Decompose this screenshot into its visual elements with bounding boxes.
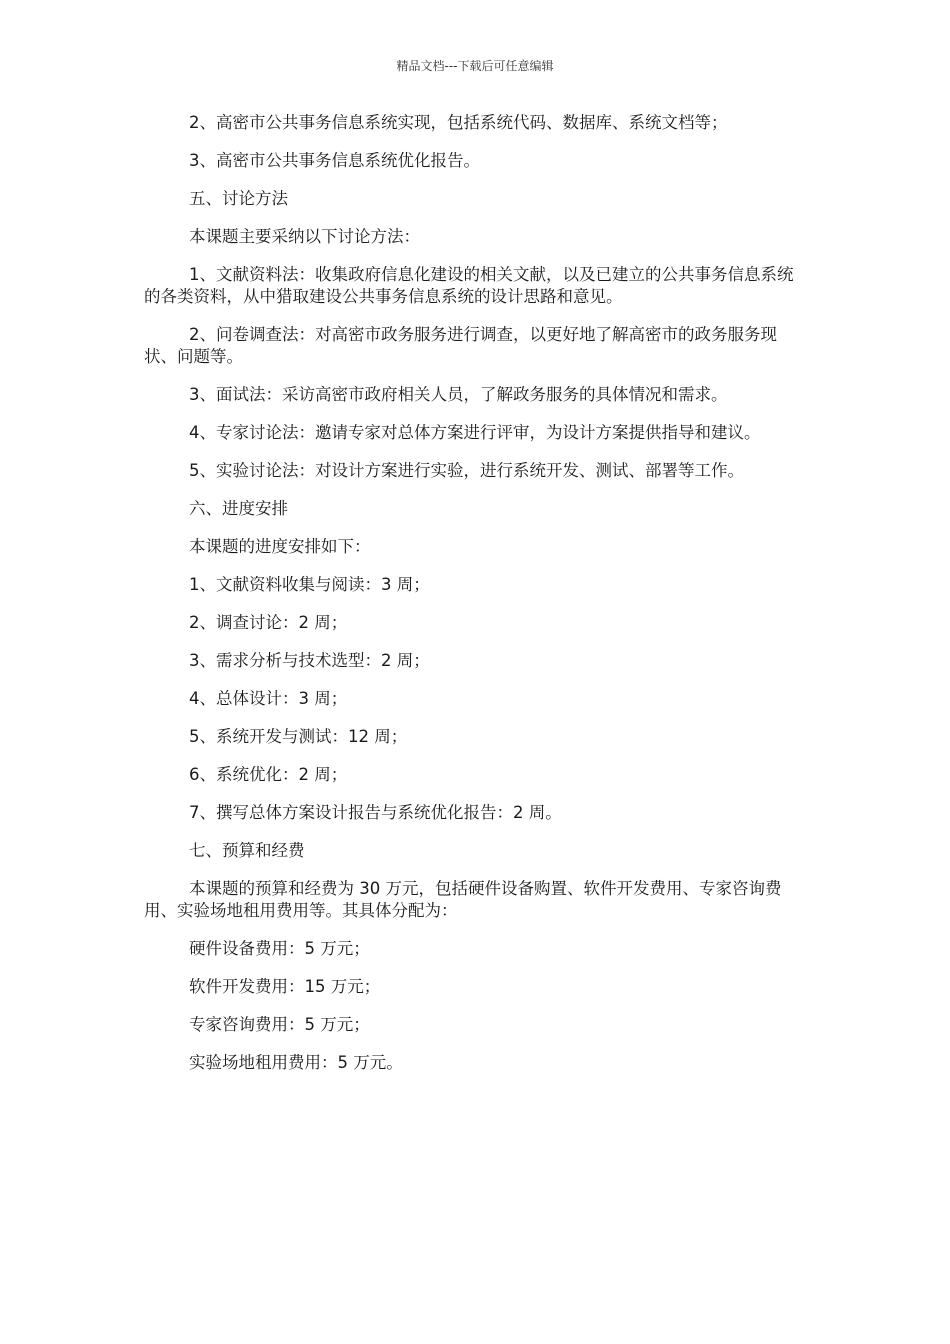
section-heading-schedule: 六、进度安排 bbox=[189, 499, 288, 518]
paragraph-method-4: 4、专家讨论法：邀请专家对总体方案进行评审，为设计方案提供指导和建议。 bbox=[189, 423, 761, 442]
schedule-item-3: 3、需求分析与技术选型：2 周； bbox=[189, 651, 430, 670]
paragraph-deliverable-3: 3、高密市公共事务信息系统优化报告。 bbox=[189, 151, 480, 170]
paragraph-schedule-intro: 本课题的进度安排如下： bbox=[189, 537, 371, 556]
schedule-item-4: 4、总体设计：3 周； bbox=[189, 689, 348, 708]
paragraph-method-1: 1、文献资料法：收集政府信息化建设的相关文献，以及已建立的公共事务信息系统的各类资料，从中猎取建设公共事务信息系统的设计思路和意见。 bbox=[144, 265, 794, 306]
section-heading-methods: 五、讨论方法 bbox=[189, 189, 288, 208]
paragraph-method-5: 5、实验讨论法：对设计方案进行实验，进行系统开发、测试、部署等工作。 bbox=[189, 461, 744, 480]
budget-item-experts: 专家咨询费用：5 万元； bbox=[189, 1015, 370, 1034]
schedule-item-1: 1、文献资料收集与阅读：3 周； bbox=[189, 575, 430, 594]
budget-item-venue: 实验场地租用费用：5 万元。 bbox=[189, 1053, 403, 1072]
schedule-item-2: 2、调查讨论：2 周； bbox=[189, 613, 348, 632]
schedule-item-7: 7、撰写总体方案设计报告与系统优化报告：2 周。 bbox=[189, 803, 562, 822]
page-header: 精品文档---下载后可任意编辑 bbox=[396, 59, 554, 73]
paragraph-deliverable-2: 2、高密市公共事务信息系统实现，包括系统代码、数据库、系统文档等； bbox=[189, 113, 728, 132]
section-heading-budget: 七、预算和经费 bbox=[189, 841, 305, 860]
paragraph-method-3: 3、面试法：采访高密市政府相关人员，了解政务服务的具体情况和需求。 bbox=[189, 385, 728, 404]
schedule-item-5: 5、系统开发与测试：12 周； bbox=[189, 727, 408, 746]
budget-item-hardware: 硬件设备费用：5 万元； bbox=[189, 939, 370, 958]
document-body bbox=[144, 112, 804, 1090]
paragraph-budget-intro: 本课题的预算和经费为 30 万元，包括硬件设备购置、软件开发费用、专家咨询费用、实验场地租用费用等。其具体分配为： bbox=[144, 879, 782, 920]
schedule-item-6: 6、系统优化：2 周； bbox=[189, 765, 348, 784]
paragraph-method-2: 2、问卷调查法：对高密市政务服务进行调查，以更好地了解高密市的政务服务现状、问题等。 bbox=[144, 325, 777, 366]
budget-item-software: 软件开发费用：15 万元； bbox=[189, 977, 381, 996]
paragraph-methods-intro: 本课题主要采纳以下讨论方法： bbox=[189, 227, 420, 246]
